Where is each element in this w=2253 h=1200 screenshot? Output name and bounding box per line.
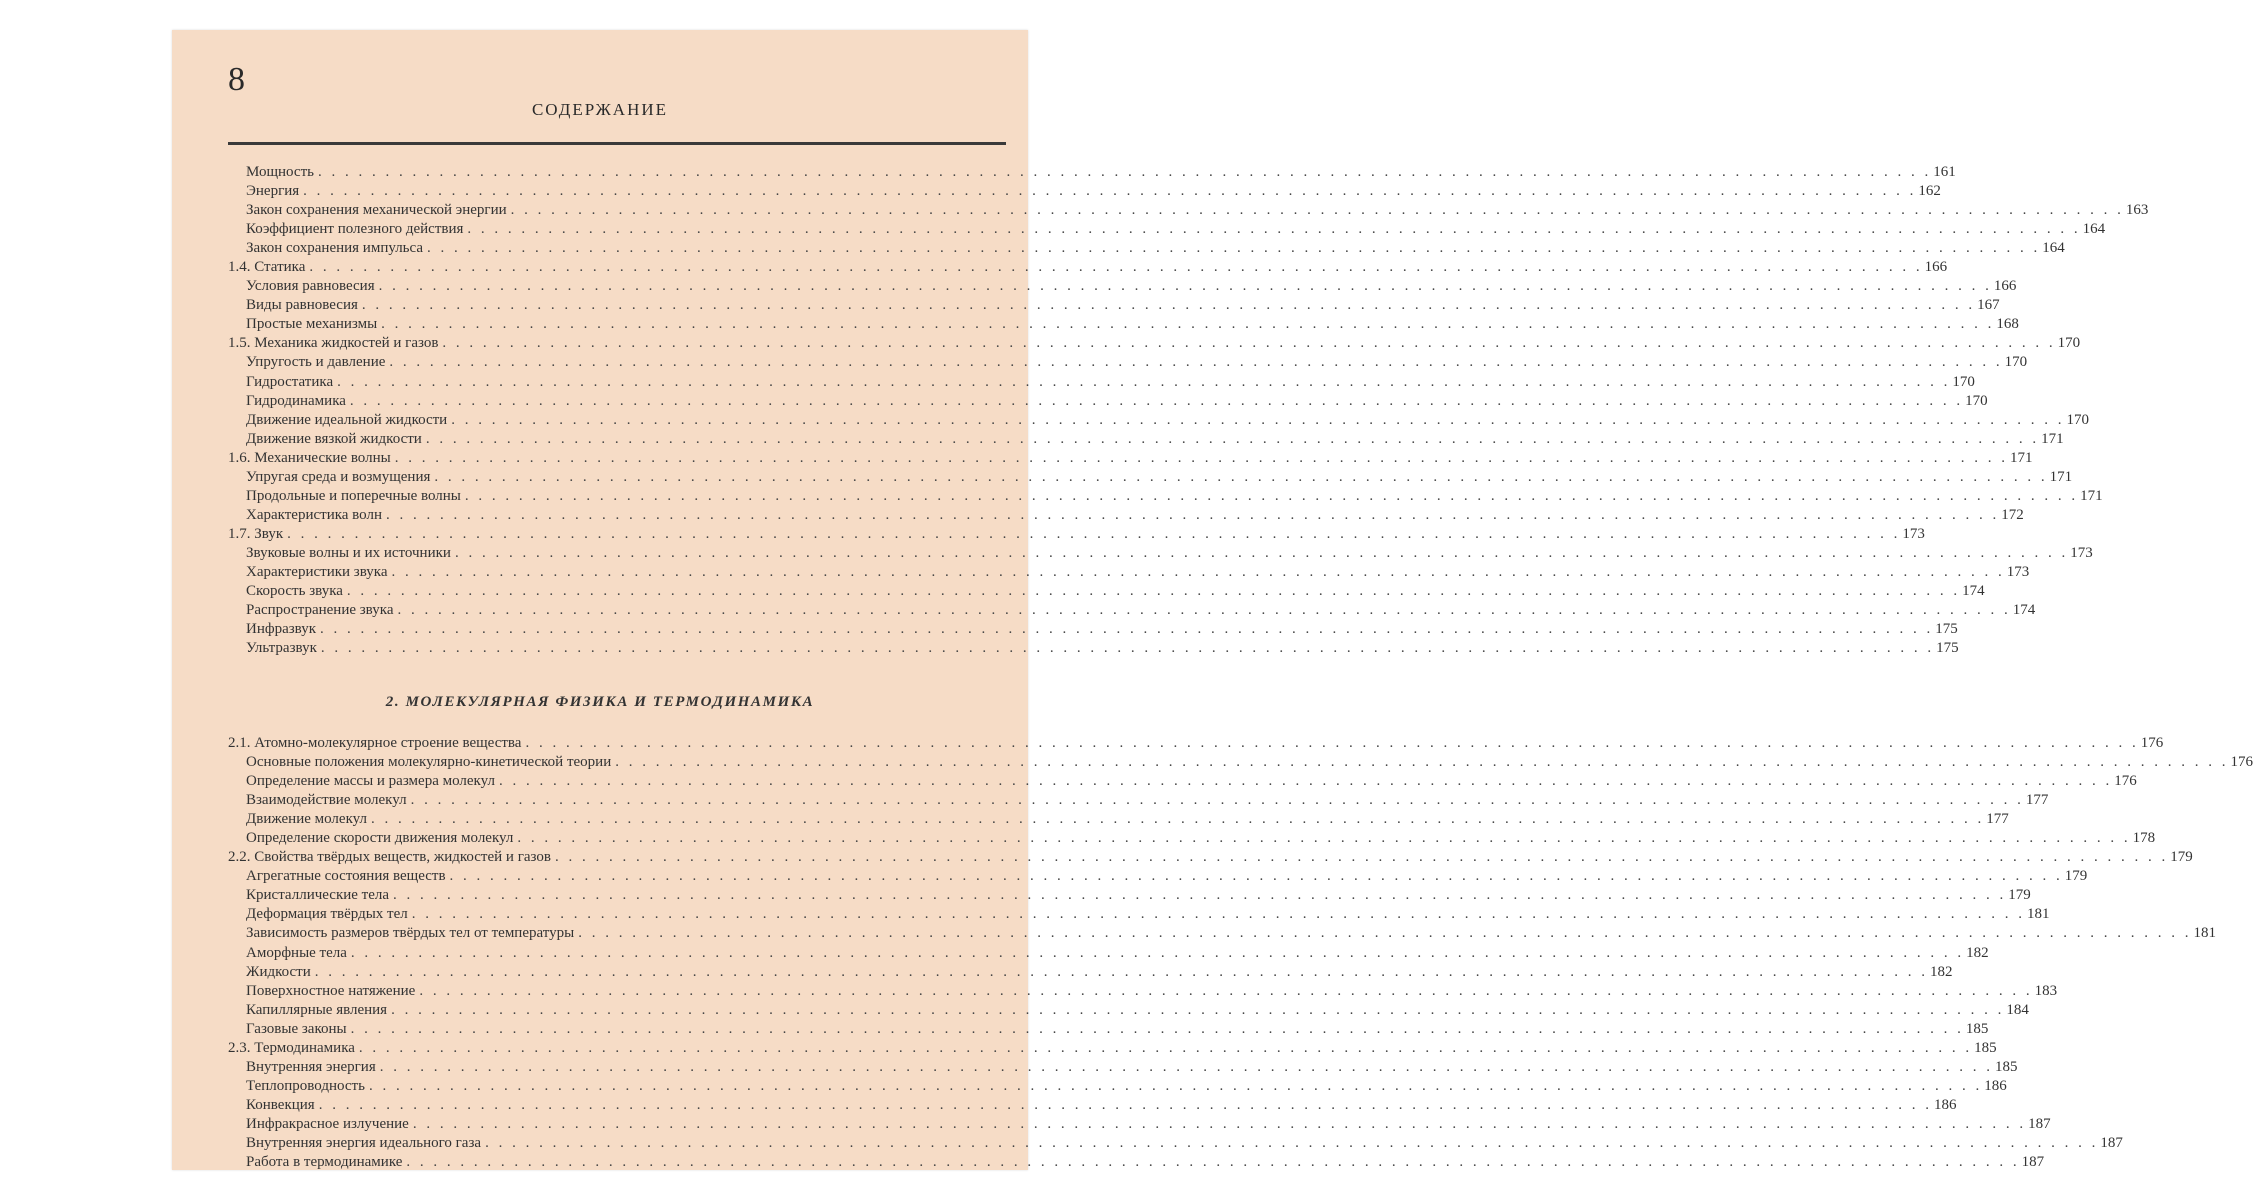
toc-entry-title: Определение массы и размера молекул (246, 773, 495, 790)
toc-entry-title: Характеристики звука (246, 563, 388, 580)
toc-entry-title: Определение скорости движения молекул (246, 830, 514, 847)
toc-entry-title: Движение молекул (246, 811, 367, 828)
toc-entry-title: Распространение звука (246, 602, 394, 619)
toc-entry-page: 185 (1994, 1058, 2018, 1075)
toc-entry (228, 753, 2253, 772)
toc-entry-page: 177 (2025, 792, 2049, 809)
toc-entry-title: Кристаллические тела (246, 887, 390, 904)
toc-entry (228, 1001, 2029, 1020)
toc-dot-leader: . . . . . . . . . . . . . . . . . . . . . . . . . . . . . . . . . . . . . . . . . . . . . . . . . . . . . . . . . . . . . . . . . . . . . . . . . . . . . . . . . . . . . . . . . . . . . . . . . . . . . . . . . . . . . . . . . . . . . . . . (385, 506, 2000, 523)
toc-entry-title: Зависимость размеров твёрдых тел от температуры (246, 925, 575, 942)
toc-entry-title: Звуковые волны и их источники (246, 544, 451, 561)
toc-entry (228, 201, 2149, 220)
toc-dot-leader: . . . . . . . . . . . . . . . . . . . . . . . . . . . . . . . . . . . . . . . . . . . . . . . . . . . . . . . . . . . . . . . . . . . . . . . . . . . . . . . . . . . . . . . . . . . . . . . . . . . . . . . . . . . . . . . . . . . . . . . . (287, 525, 1901, 542)
toc-dot-leader: . . . . . . . . . . . . . . . . . . . . . . . . . . . . . . . . . . . . . . . . . . . . . . . . . . . . . . . . . . . . . . . . . . . . . . . . . . . . . . . . . . . . . . . . . . . . . . . . . . . . . . . . . . . . . . . . . . . . . . . . (394, 449, 2008, 466)
toc-entry (228, 220, 2106, 239)
toc-entry-page: 175 (1935, 621, 1958, 638)
toc-entry (228, 734, 2164, 753)
toc-entry (228, 296, 2000, 315)
toc-entry-title: 1.5. Механика жидкостей и газов (228, 335, 439, 352)
toc-dot-leader: . . . . . . . . . . . . . . . . . . . . . . . . . . . . . . . . . . . . . . . . . . . . . . . . . . . . . . . . . . . . . . . . . . . . . . . . . . . . . . . . . . . . . . . . . . . . . . . . . . . . . . . . . . . . . . . . . . . . . . . . (320, 621, 1934, 638)
toc-entry (228, 639, 1959, 658)
toc-entry (228, 944, 1989, 963)
toc-entry (228, 392, 1988, 411)
toc-entry-page: 179 (2170, 849, 2193, 866)
toc-dot-leader: . . . . . . . . . . . . . . . . . . . . . . . . . . . . . . . . . . . . . . . . . . . . . . . . . . . . . . . . . . . . . . . . . . . . . . . . . . . . . . . . . . . . . . . . . . . . . . . . . . . . . . . . . . . . . . . . . . . . . . . . (309, 259, 1923, 276)
toc-dot-leader: . . . . . . . . . . . . . . . . . . . . . . . . . . . . . . . . . . . . . . . . . . . . . . . . . . . . . . . . . . . . . . . . . . . . . . . . . . . . . . . . . . . . . . . . . . . . . . . . . . . . . . . . . . . . . . . . . . . . . . . . (578, 925, 2192, 942)
toc-dot-leader: . . . . . . . . . . . . . . . . . . . . . . . . . . . . . . . . . . . . . . . . . . . . . . . . . . . . . . . . . . . . . . . . . . . . . . . . . . . . . . . . . . . . . . . . . . . . . . . . . . . . . . . . . . . . . . . . . . . . . . . . (411, 906, 2026, 923)
toc-entry (228, 867, 2088, 886)
toc-entry-page: 167 (1977, 297, 2000, 314)
toc-entry-title: Условия равновесия (246, 278, 375, 295)
toc-dot-leader: . . . . . . . . . . . . . . . . . . . . . . . . . . . . . . . . . . . . . . . . . . . . . . . . . . . . . . . . . . . . . . . . . . . . . . . . . . . . . . . . . . . . . . . . . . . . . . . . . . . . . . . . . . . . . . . . . . . . . . . . (379, 1058, 1993, 1075)
toc-entry (228, 487, 2103, 506)
page-number: 8 (228, 61, 245, 98)
toc-dot-leader: . . . . . . . . . . . . . . . . . . . . . . . . . . . . . . . . . . . . . . . . . . . . . . . . . . . . . . . . . . . . . . . . . . . . . . . . . . . . . . . . . . . . . . . . . . . . . . . . . . . . . . . . . . . . . . . . . . . . . . . . (434, 468, 2048, 485)
toc-entry-title: Упругость и давление (246, 354, 386, 371)
toc-entry-title: Энергия (246, 183, 300, 200)
toc-dot-leader: . . . . . . . . . . . . . . . . . . . . . . . . . . . . . . . . . . . . . . . . . . . . . . . . . . . . . . . . . . . . . . . . . . . . . . . . . . . . . . . . . . . . . . . . . . . . . . . . . . . . . . . . . . . . . . . . . . . . . . . . (449, 868, 2063, 885)
toc-entry-title: Теплопроводность (246, 1077, 365, 1094)
toc-entry-title: Жидкости (246, 963, 311, 980)
toc-dot-leader: . . . . . . . . . . . . . . . . . . . . . . . . . . . . . . . . . . . . . . . . . . . . . . . . . . . . . . . . . . . . . . . . . . . . . . . . . . . . . . . . . . . . . . . . . . . . . . . . . . . . . . . . . . . . . . . . . . . . . . . . (361, 297, 1976, 314)
toc-entry-title: Инфразвук (246, 621, 317, 638)
toc-dot-leader: . . . . . . . . . . . . . . . . . . . . . . . . . . . . . . . . . . . . . . . . . . . . . . . . . . . . . . . . . . . . . . . . . . . . . . . . . . . . . . . . . . . . . . . . . . . . . . . . . . . . . . . . . . . . . . . . . . . . . . . . (368, 1077, 1983, 1094)
toc-dot-leader: . . . . . . . . . . . . . . . . . . . . . . . . . . . . . . . . . . . . . . . . . . . . . . . . . . . . . . . . . . . . . . . . . . . . . . . . . . . . . . . . . . . . . . . . . . . . . . . . . . . . . . . . . . . . . . . . . . . . . . . . (317, 164, 1932, 180)
toc-entry-page: 176 (2114, 773, 2137, 790)
toc-entry-page: 161 (1933, 164, 1956, 180)
toc-entry-title: Капиллярные явления (246, 1001, 388, 1018)
toc-entry (228, 563, 2030, 582)
toc-entry-title: 2.3. Термодинамика (228, 1039, 355, 1056)
toc-entry (228, 848, 2193, 867)
toc-entry-title: Деформация твёрдых тел (246, 906, 408, 923)
toc-entry (228, 1096, 1957, 1115)
toc-dot-leader: . . . . . . . . . . . . . . . . . . . . . . . . . . . . . . . . . . . . . . . . . . . . . . . . . . . . . . . . . . . . . . . . . . . . . . . . . . . . . . . . . . . . . . . . . . . . . . . . . . . . . . . . . . . . . . . . . . . . . . . . (350, 944, 1965, 961)
toc-entry-page: 187 (2100, 1134, 2123, 1151)
toc-entry (228, 544, 2093, 563)
toc-entry-title: 2.2. Свойства твёрдых веществ, жидкостей и газов (228, 849, 551, 866)
toc-entry-page: 171 (2080, 487, 2103, 504)
toc-dot-leader: . . . . . . . . . . . . . . . . . . . . . . . . . . . . . . . . . . . . . . . . . . . . . . . . . . . . . . . . . . . . . . . . . . . . . . . . . . . . . . . . . . . . . . . . . . . . . . . . . . . . . . . . . . . . . . . . . . . . . . . . (397, 602, 2011, 619)
toc-entry-title: Газовые законы (246, 1020, 347, 1037)
toc-entry-title: Ультразвук (246, 640, 317, 657)
toc-entry (228, 315, 2019, 334)
toc-entry (228, 430, 2064, 449)
toc-dot-leader: . . . . . . . . . . . . . . . . . . . . . . . . . . . . . . . . . . . . . . . . . . . . . . . . . . . . . . . . . . . . . . . . . . . . . . . . . . . . . . . . . . . . . . . . . . . . . . . . . . . . . . . . . . . . . . . . . . . . . . . . (391, 1001, 2005, 1018)
toc-entry-title: Коэффициент полезного действия (246, 221, 464, 238)
running-title: СОДЕРЖАНИЕ (531, 100, 669, 119)
toc-section-2 (228, 734, 2253, 1172)
toc-entry-page: 166 (1924, 259, 1948, 276)
toc-entry (228, 182, 1941, 201)
toc-entry-title: Виды равновесия (246, 297, 358, 314)
toc-dot-leader: . . . . . . . . . . . . . . . . . . . . . . . . . . . . . . . . . . . . . . . . . . . . . . . . . . . . . . . . . . . . . . . . . . . . . . . . . . . . . . . . . . . . . . . . . . . . . . . . . . . . . . . . . . . . . . . . . . . . . . . . (454, 544, 2069, 561)
toc-entry (228, 334, 2081, 353)
toc-entry-page: 172 (2001, 506, 2024, 523)
toc-entry-title: Агрегатные состояния веществ (246, 868, 446, 885)
toc-entry (228, 163, 1956, 182)
toc-dot-leader: . . . . . . . . . . . . . . . . . . . . . . . . . . . . . . . . . . . . . . . . . . . . . . . . . . . . . . . . . . . . . . . . . . . . . . . . . . . . . . . . . . . . . . . . . . . . . . . . . . . . . . . . . . . . . . . . . . . . . . . . (425, 430, 2040, 447)
toc-entry-page: 181 (2193, 925, 2216, 942)
toc-dot-leader: . . . . . . . . . . . . . . . . . . . . . . . . . . . . . . . . . . . . . . . . . . . . . . . . . . . . . . . . . . . . . . . . . . . . . . . . . . . . . . . . . . . . . . . . . . . . . . . . . . . . . . . . . . . . . . . . . . . . . . . . (427, 240, 2041, 257)
toc-dot-leader: . . . . . . . . . . . . . . . . . . . . . . . . . . . . . . . . . . . . . . . . . . . . . . . . . . . . . . . . . . . . . . . . . . . . . . . . . . . . . . . . . . . . . . . . . . . . . . . . . . . . . . . . . . . . . . . . . . . . . . . . (464, 487, 2079, 504)
toc-entry (228, 810, 2009, 829)
toc-dot-leader: . . . . . . . . . . . . . . . . . . . . . . . . . . . . . . . . . . . . . . . . . . . . . . . . . . . . . . . . . . . . . . . . . . . . . . . . . . . . . . . . . . . . . . . . . . . . . . . . . . . . . . . . . . . . . . . . . . . . . . . . (389, 354, 2003, 371)
toc-entry-page: 168 (1996, 316, 2019, 333)
toc-entry (228, 620, 1958, 639)
toc-dot-leader: . . . . . . . . . . . . . . . . . . . . . . . . . . . . . . . . . . . . . . . . . . . . . . . . . . . . . . . . . . . . . . . . . . . . . . . . . . . . . . . . . . . . . . . . . . . . . . . . . . . . . . . . . . . . . . . . . . . . . . . . (517, 830, 2131, 847)
toc-entry-title: Закон сохранения импульса (246, 240, 424, 257)
toc-dot-leader: . . . . . . . . . . . . . . . . . . . . . . . . . . . . . . . . . . . . . . . . . . . . . . . . . . . . . . . . . . . . . . . . . . . . . . . . . . . . . . . . . . . . . . . . . . . . . . . . . . . . . . . . . . . . . . . . . . . . . . . . (412, 1115, 2027, 1132)
toc-entry (228, 791, 2049, 810)
toc-entry (228, 1115, 2051, 1134)
toc-entry-page: 173 (2006, 563, 2030, 580)
toc-entry (228, 239, 2065, 258)
toc-dot-leader: . . . . . . . . . . . . . . . . . . . . . . . . . . . . . . . . . . . . . . . . . . . . . . . . . . . . . . . . . . . . . . . . . . . . . . . . . . . . . . . . . . . . . . . . . . . . . . . . . . . . . . . . . . . . . . . . . . . . . . . . (358, 1039, 1973, 1056)
toc-entry (228, 601, 2036, 620)
toc-entry-title: Движение идеальной жидкости (246, 411, 448, 428)
header-rule (228, 142, 1006, 145)
toc-dot-leader: . . . . . . . . . . . . . . . . . . . . . . . . . . . . . . . . . . . . . . . . . . . . . . . . . . . . . . . . . . . . . . . . . . . . . . . . . . . . . . . . . . . . . . . . . . . . . . . . . . . . . . . . . . . . . . . . . . . . . . . . (314, 963, 1928, 980)
toc-dot-leader: . . . . . . . . . . . . . . . . . . . . . . . . . . . . . . . . . . . . . . . . . . . . . . . . . . . . . . . . . . . . . . . . . . . . . . . . . . . . . . . . . . . . . . . . . . . . . . . . . . . . . . . . . . . . . . . . . . . . . . . . (554, 849, 2169, 866)
toc-entry-page: 164 (2042, 240, 2065, 257)
toc-entry (228, 1134, 2123, 1153)
toc-entry (228, 829, 2156, 848)
toc-entry-page: 173 (1902, 525, 1925, 542)
toc-entry-title: Взаимодействие молекул (246, 792, 407, 809)
toc-entry-page: 170 (2057, 335, 2081, 352)
toc-entry-page: 171 (2009, 449, 2033, 466)
toc-entry-page: 173 (2070, 544, 2093, 561)
toc-entry-page: 181 (2027, 906, 2050, 923)
toc-entry-page: 171 (2041, 430, 2064, 447)
toc-entry (228, 258, 1948, 277)
toc-dot-leader: . . . . . . . . . . . . . . . . . . . . . . . . . . . . . . . . . . . . . . . . . . . . . . . . . . . . . . . . . . . . . . . . . . . . . . . . . . . . . . . . . . . . . . . . . . . . . . . . . . . . . . . . . . . . . . . . . . . . . . . . (318, 1096, 1932, 1113)
toc-dot-leader: . . . . . . . . . . . . . . . . . . . . . . . . . . . . . . . . . . . . . . . . . . . . . . . . . . . . . . . . . . . . . . . . . . . . . . . . . . . . . . . . . . . . . . . . . . . . . . . . . . . . . . . . . . . . . . . . . . . . . . . . (378, 278, 1992, 295)
toc-entry-title: Поверхностное натяжение (246, 982, 416, 999)
toc-entry-page: 179 (2008, 887, 2031, 904)
toc-dot-leader: . . . . . . . . . . . . . . . . . . . . . . . . . . . . . . . . . . . . . . . . . . . . . . . . . . . . . . . . . . . . . . . . . . . . . . . . . . . . . . . . . . . . . . . . . . . . . . . . . . . . . . . . . . . . . . . . . . . . . . . . (303, 183, 1917, 200)
toc-entry (228, 963, 1953, 982)
toc-entry-page: 185 (1965, 1020, 1989, 1037)
toc-entry-title: Аморфные тела (246, 944, 347, 961)
toc-entry-page: 176 (2140, 735, 2164, 751)
toc-entry-page: 184 (2006, 1001, 2029, 1018)
toc-entry-page: 182 (1966, 944, 1989, 961)
toc-entry (228, 582, 1985, 601)
toc-entry (228, 525, 1925, 544)
toc-entry-title: Инфракрасное излучение (246, 1115, 409, 1132)
toc-dot-leader: . . . . . . . . . . . . . . . . . . . . . . . . . . . . . . . . . . . . . . . . . . . . . . . . . . . . . . . . . . . . . . . . . . . . . . . . . . . . . . . . . . . . . . . . . . . . . . . . . . . . . . . . . . . . . . . . . . . . . . . . (510, 202, 2124, 219)
toc-entry-page: 185 (1974, 1039, 1997, 1056)
toc-dot-leader: . . . . . . . . . . . . . . . . . . . . . . . . . . . . . . . . . . . . . . . . . . . . . . . . . . . . . . . . . . . . . . . . . . . . . . . . . . . . . . . . . . . . . . . . . . . . . . . . . . . . . . . . . . . . . . . . . . . . . . . . (467, 221, 2081, 238)
toc-entry (228, 886, 2031, 905)
toc-entry-title: Закон сохранения механической энергии (246, 202, 507, 219)
toc-entry-title: Продольные и поперечные волны (246, 487, 461, 504)
toc-entry-title: Простые механизмы (246, 316, 378, 333)
toc-dot-leader: . . . . . . . . . . . . . . . . . . . . . . . . . . . . . . . . . . . . . . . . . . . . . . . . . . . . . . . . . . . . . . . . . . . . . . . . . . . . . . . . . . . . . . . . . . . . . . . . . . . . . . . . . . . . . . . . . . . . . . . . (419, 982, 2033, 999)
toc-dot-leader: . . . . . . . . . . . . . . . . . . . . . . . . . . . . . . . . . . . . . . . . . . . . . . . . . . . . . . . . . . . . . . . . . . . . . . . . . . . . . . . . . . . . . . . . . . . . . . . . . . . . . . . . . . . . . . . . . . . . . . . . (615, 754, 2229, 771)
toc-entry-title: 1.6. Механические волны (228, 449, 391, 466)
toc-entry-page: 171 (2049, 468, 2073, 485)
toc-entry-title: 1.7. Звук (228, 525, 284, 542)
toc-entry-page: 163 (2125, 202, 2149, 219)
toc-dot-leader: . . . . . . . . . . . . . . . . . . . . . . . . . . . . . . . . . . . . . . . . . . . . . . . . . . . . . . . . . . . . . . . . . . . . . . . . . . . . . . . . . . . . . . . . . . . . . . . . . . . . . . . . . . . . . . . . . . . . . . . . (381, 316, 1995, 333)
toc-entry-title: Мощность (246, 164, 314, 180)
toc-entry-title: 2.1. Атомно-молекулярное строение вещества (228, 735, 522, 751)
toc-entry-page: 170 (1952, 373, 1975, 390)
toc-entry (228, 506, 2024, 525)
toc-entry-title: Характеристика волн (246, 506, 382, 523)
toc-dot-leader: . . . . . . . . . . . . . . . . . . . . . . . . . . . . . . . . . . . . . . . . . . . . . . . . . . . . . . . . . . . . . . . . . . . . . . . . . . . . . . . . . . . . . . . . . . . . . . . . . . . . . . . . . . . . . . . . . . . . . . . . (406, 1154, 2020, 1171)
toc-entry-title: Конвекция (246, 1096, 315, 1113)
toc-entry-title: Работа в термодинамике (246, 1154, 403, 1171)
toc-dot-leader: . . . . . . . . . . . . . . . . . . . . . . . . . . . . . . . . . . . . . . . . . . . . . . . . . . . . . . . . . . . . . . . . . . . . . . . . . . . . . . . . . . . . . . . . . . . . . . . . . . . . . . . . . . . . . . . . . . . . . . . . (451, 411, 2065, 428)
toc-entry-title: Гидродинамика (246, 392, 346, 409)
toc-entry (228, 1020, 1989, 1039)
toc-dot-leader: . . . . . . . . . . . . . . . . . . . . . . . . . . . . . . . . . . . . . . . . . . . . . . . . . . . . . . . . . . . . . . . . . . . . . . . . . . . . . . . . . . . . . . . . . . . . . . . . . . . . . . . . . . . . . . . . . . . . . . . . (337, 373, 1951, 390)
toc-entry-page: 174 (2012, 602, 2036, 619)
toc-entry-page: 170 (1965, 392, 1988, 409)
toc-entry (228, 1153, 2045, 1172)
toc-entry (228, 353, 2028, 372)
toc-dot-leader: . . . . . . . . . . . . . . . . . . . . . . . . . . . . . . . . . . . . . . . . . . . . . . . . . . . . . . . . . . . . . . . . . . . . . . . . . . . . . . . . . . . . . . . . . . . . . . . . . . . . . . . . . . . . . . . . . . . . . . . . (350, 1020, 1964, 1037)
toc-entry (228, 905, 2050, 924)
toc-entry-page: 187 (2021, 1154, 2045, 1171)
toc-entry (228, 982, 2058, 1001)
toc-entry-title: Упругая среда и возмущения (246, 468, 431, 485)
toc-dot-leader: . . . . . . . . . . . . . . . . . . . . . . . . . . . . . . . . . . . . . . . . . . . . . . . . . . . . . . . . . . . . . . . . . . . . . . . . . . . . . . . . . . . . . . . . . . . . . . . . . . . . . . . . . . . . . . . . . . . . . . . . (320, 640, 1935, 657)
toc-dot-leader: . . . . . . . . . . . . . . . . . . . . . . . . . . . . . . . . . . . . . . . . . . . . . . . . . . . . . . . . . . . . . . . . . . . . . . . . . . . . . . . . . . . . . . . . . . . . . . . . . . . . . . . . . . . . . . . . . . . . . . . . (391, 563, 2005, 580)
toc-dot-leader: . . . . . . . . . . . . . . . . . . . . . . . . . . . . . . . . . . . . . . . . . . . . . . . . . . . . . . . . . . . . . . . . . . . . . . . . . . . . . . . . . . . . . . . . . . . . . . . . . . . . . . . . . . . . . . . . . . . . . . . . (370, 811, 1985, 828)
chapter-heading: 2. МОЛЕКУЛЯРНАЯ ФИЗИКА И ТЕРМОДИНАМИКА (385, 694, 815, 710)
toc-entry (228, 772, 2137, 791)
toc-entry-page: 164 (2082, 221, 2106, 238)
toc-entry (228, 468, 2073, 487)
toc-dot-leader: . . . . . . . . . . . . . . . . . . . . . . . . . . . . . . . . . . . . . . . . . . . . . . . . . . . . . . . . . . . . . . . . . . . . . . . . . . . . . . . . . . . . . . . . . . . . . . . . . . . . . . . . . . . . . . . . . . . . . . . . (393, 887, 2007, 904)
toc-entry-page: 179 (2064, 868, 2088, 885)
toc-entry-title: Основные положения молекулярно-кинетической теории (246, 754, 612, 771)
toc-dot-leader: . . . . . . . . . . . . . . . . . . . . . . . . . . . . . . . . . . . . . . . . . . . . . . . . . . . . . . . . . . . . . . . . . . . . . . . . . . . . . . . . . . . . . . . . . . . . . . . . . . . . . . . . . . . . . . . . . . . . . . . . (410, 792, 2024, 809)
toc-entry (228, 277, 2017, 296)
toc-entry (228, 373, 1975, 392)
toc-entry-page: 186 (1984, 1077, 2007, 1094)
toc-entry-title: Движение вязкой жидкости (246, 430, 422, 447)
toc-section-1 (228, 163, 2149, 658)
toc-entry-page: 177 (1986, 811, 2009, 828)
toc-entry-page: 166 (1993, 278, 2017, 295)
toc-entry-page: 176 (2230, 754, 2253, 771)
toc-entry-page: 174 (1962, 583, 1985, 600)
book-page (172, 30, 2253, 1171)
toc-entry-page: 182 (1930, 963, 1953, 980)
toc-dot-leader: . . . . . . . . . . . . . . . . . . . . . . . . . . . . . . . . . . . . . . . . . . . . . . . . . . . . . . . . . . . . . . . . . . . . . . . . . . . . . . . . . . . . . . . . . . . . . . . . . . . . . . . . . . . . . . . . . . . . . . . . (442, 335, 2056, 352)
toc-entry-page: 162 (1918, 183, 1941, 200)
toc-dot-leader: . . . . . . . . . . . . . . . . . . . . . . . . . . . . . . . . . . . . . . . . . . . . . . . . . . . . . . . . . . . . . . . . . . . . . . . . . . . . . . . . . . . . . . . . . . . . . . . . . . . . . . . . . . . . . . . . . . . . . . . . (525, 735, 2139, 751)
toc-entry (228, 1039, 1997, 1058)
toc-entry-page: 178 (2132, 830, 2156, 847)
toc-entry-title: 1.4. Статика (228, 259, 306, 276)
toc-entry-page: 187 (2028, 1115, 2051, 1132)
toc-entry (228, 1077, 2007, 1096)
toc-entry (228, 924, 2216, 943)
toc-entry-title: Гидростатика (246, 373, 334, 390)
toc-entry-title: Скорость звука (246, 583, 343, 600)
toc-dot-leader: . . . . . . . . . . . . . . . . . . . . . . . . . . . . . . . . . . . . . . . . . . . . . . . . . . . . . . . . . . . . . . . . . . . . . . . . . . . . . . . . . . . . . . . . . . . . . . . . . . . . . . . . . . . . . . . . . . . . . . . . (485, 1134, 2099, 1151)
toc-entry (228, 411, 2089, 430)
toc-dot-leader: . . . . . . . . . . . . . . . . . . . . . . . . . . . . . . . . . . . . . . . . . . . . . . . . . . . . . . . . . . . . . . . . . . . . . . . . . . . . . . . . . . . . . . . . . . . . . . . . . . . . . . . . . . . . . . . . . . . . . . . . (346, 583, 1961, 600)
toc-entry-page: 186 (1933, 1096, 1957, 1113)
toc-entry-page: 183 (2034, 982, 2058, 999)
toc-dot-leader: . . . . . . . . . . . . . . . . . . . . . . . . . . . . . . . . . . . . . . . . . . . . . . . . . . . . . . . . . . . . . . . . . . . . . . . . . . . . . . . . . . . . . . . . . . . . . . . . . . . . . . . . . . . . . . . . . . . . . . . . (349, 392, 1964, 409)
toc-entry (228, 449, 2033, 468)
toc-entry-title: Внутренняя энергия идеального газа (246, 1134, 482, 1151)
toc-entry-page: 175 (1936, 640, 1959, 657)
toc-dot-leader: . . . . . . . . . . . . . . . . . . . . . . . . . . . . . . . . . . . . . . . . . . . . . . . . . . . . . . . . . . . . . . . . . . . . . . . . . . . . . . . . . . . . . . . . . . . . . . . . . . . . . . . . . . . . . . . . . . . . . . . . (498, 773, 2113, 790)
toc-entry-page: 170 (2066, 411, 2089, 428)
toc-entry (228, 1058, 2018, 1077)
toc-entry-title: Внутренняя энергия (246, 1058, 376, 1075)
toc-entry-page: 170 (2004, 354, 2028, 371)
